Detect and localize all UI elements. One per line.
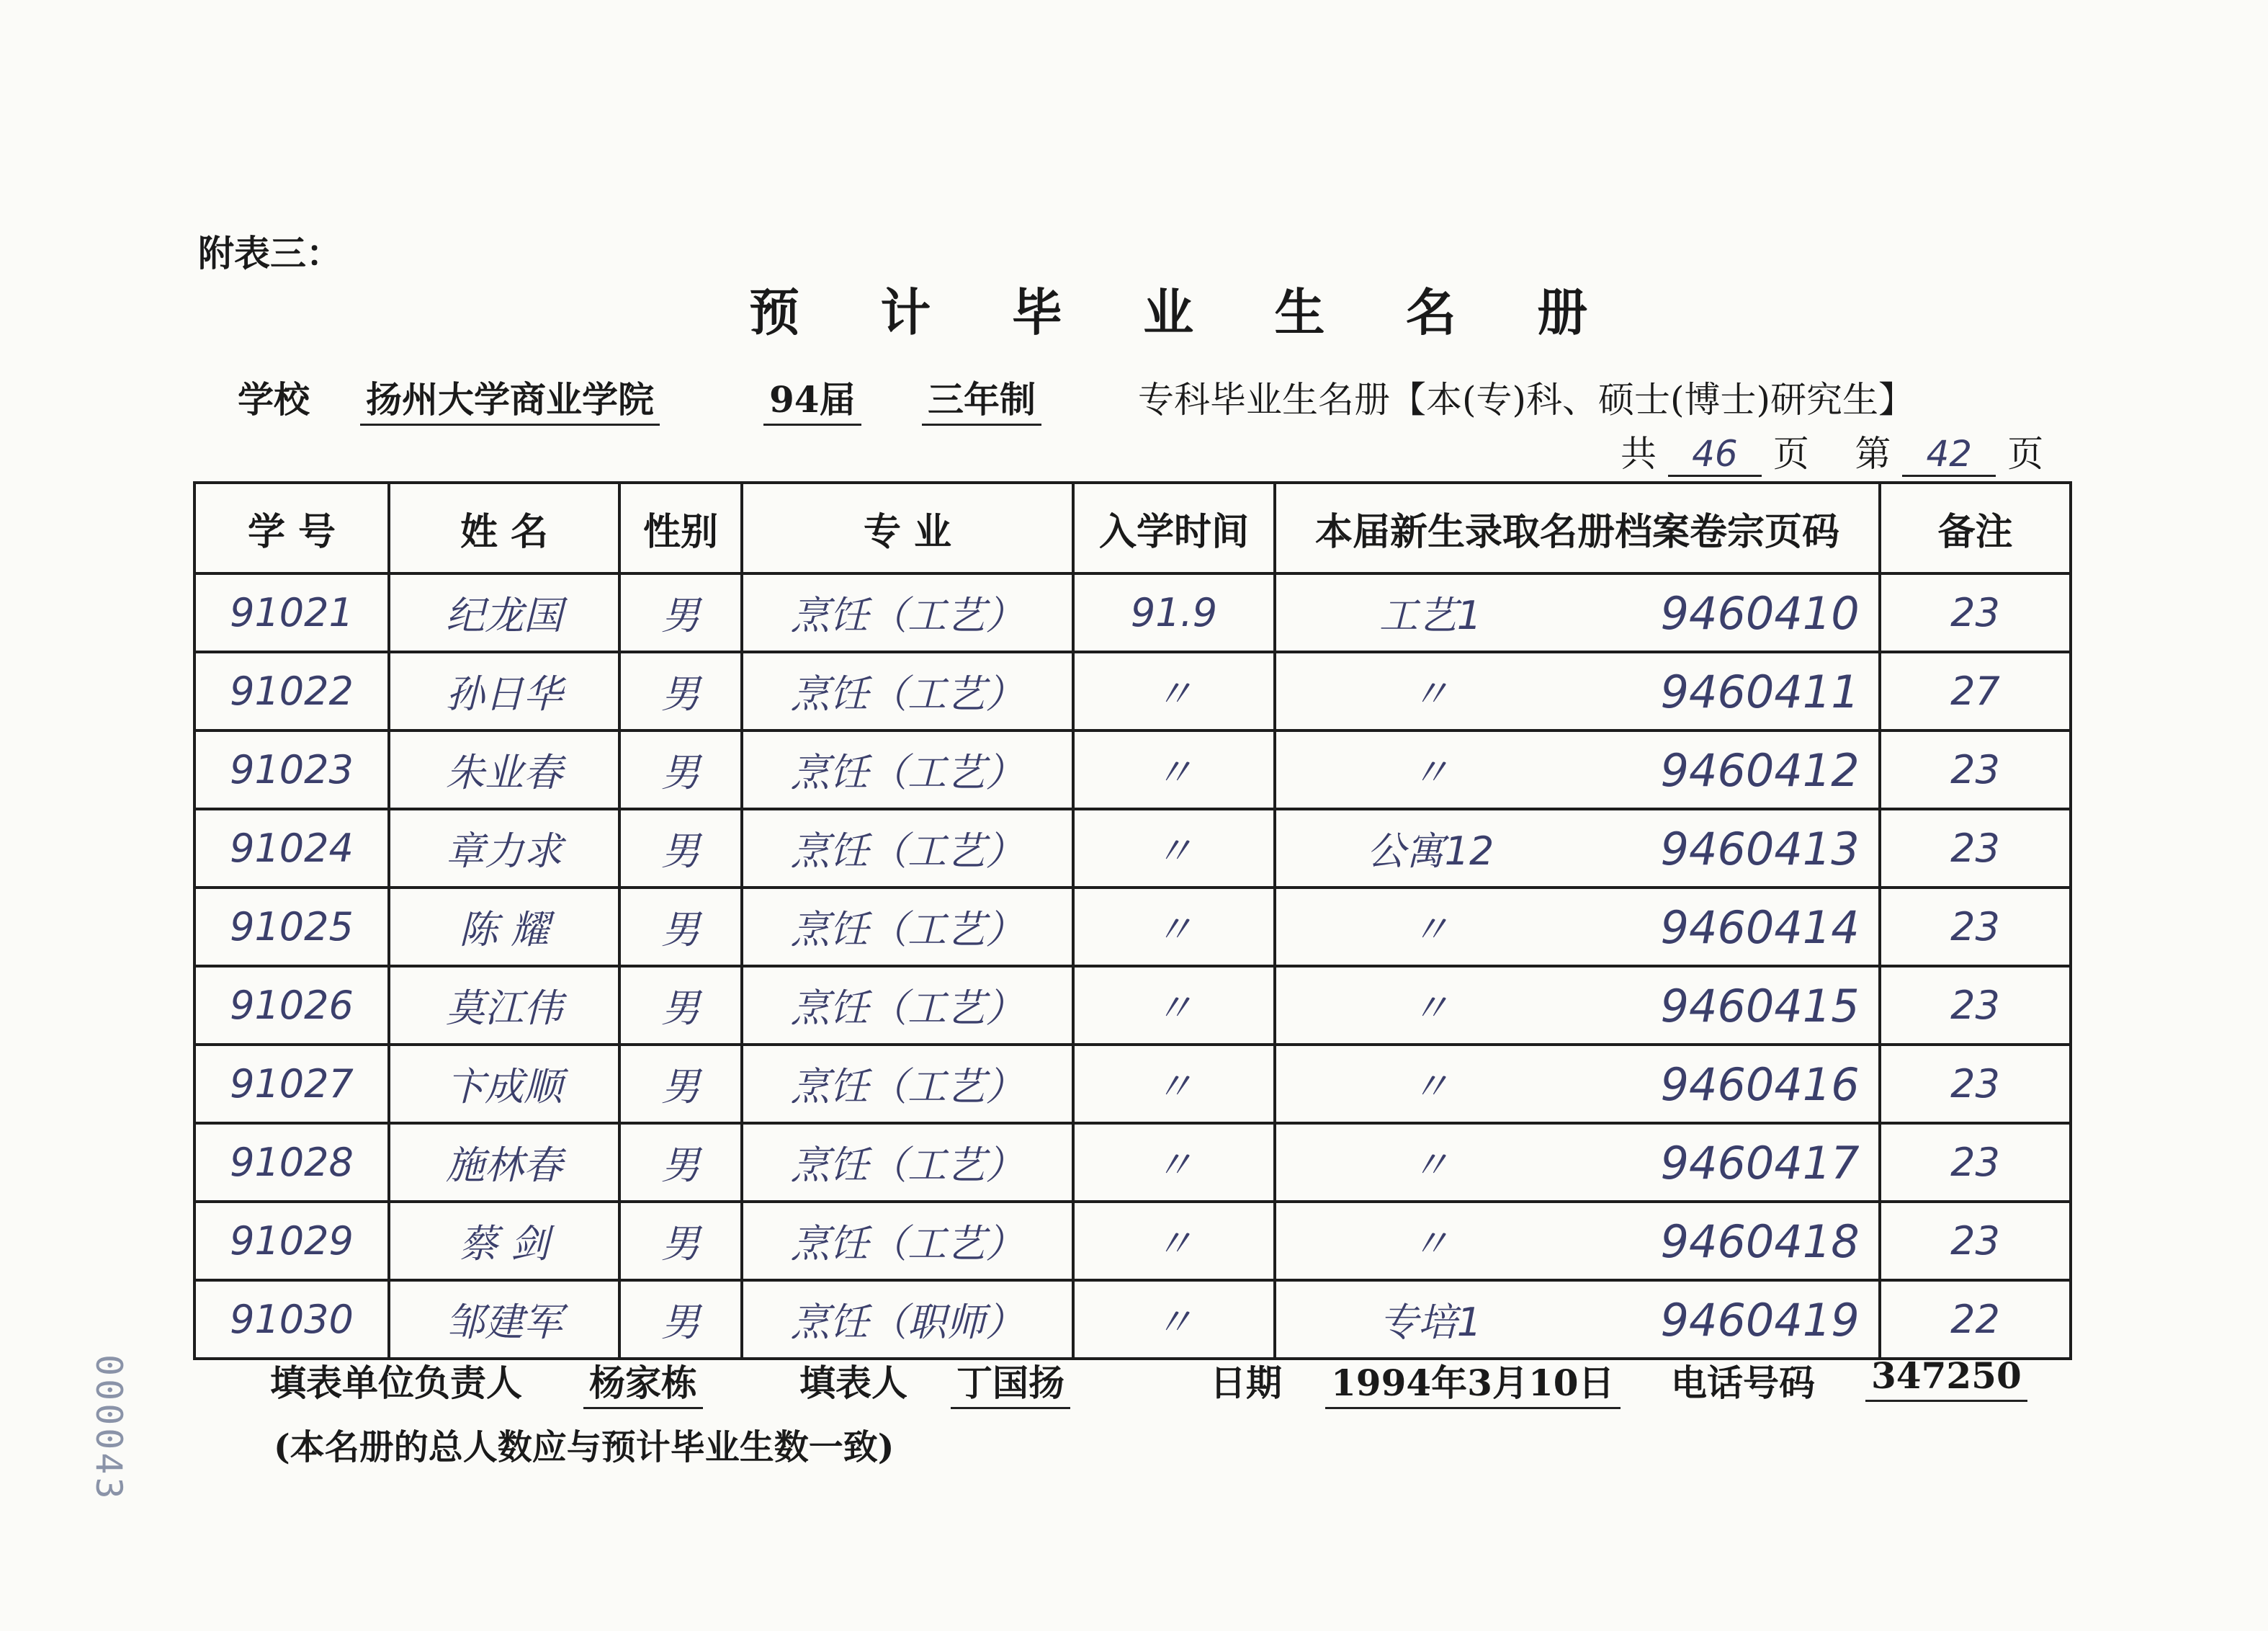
cell-remark: 23 — [1880, 730, 2071, 809]
cell-remark: 23 — [1880, 888, 2071, 966]
cell-remark: 23 — [1880, 809, 2071, 888]
cell-name: 蔡 剑 — [389, 1202, 619, 1280]
archive-code: 9460410 — [1660, 587, 1860, 640]
col-header-name: 姓 名 — [389, 483, 619, 573]
filler-label: 填表人 — [799, 1362, 907, 1404]
cell-major: 烹饪（职师） — [742, 1280, 1073, 1359]
cell-archive — [1275, 1202, 1880, 1280]
table-row — [194, 966, 2071, 1045]
archive-code: 9460418 — [1660, 1215, 1860, 1268]
cell-major: 烹饪（工艺） — [742, 573, 1073, 652]
cell-archive — [1275, 730, 1880, 809]
cell-name: 孙日华 — [389, 652, 619, 730]
program-length — [922, 371, 1041, 423]
cell-gender: 男 — [619, 888, 742, 966]
phone-value: 347250 — [1865, 1354, 2027, 1402]
class-year — [763, 371, 861, 423]
pages-total: 46 — [1668, 433, 1762, 477]
graduate-roster-table — [193, 481, 2072, 1360]
cell-major: 烹饪（工艺） — [742, 652, 1073, 730]
unit-head — [583, 1354, 703, 1406]
table-row — [194, 1280, 2071, 1359]
archive-code: 9460419 — [1660, 1294, 1860, 1346]
cell-enroll-date: 91.9 — [1073, 573, 1275, 652]
col-header-remark: 备注 — [1880, 483, 2071, 573]
archive-note: 〃 — [1410, 986, 1450, 1031]
cell-enroll-date: 〃 — [1073, 652, 1275, 730]
cell-student-id: 91029 — [194, 1202, 389, 1280]
archive-note: 〃 — [1410, 750, 1450, 795]
cell-gender: 男 — [619, 1280, 742, 1359]
cell-enroll-date: 〃 — [1073, 1202, 1275, 1280]
table-row — [194, 573, 2071, 652]
table-row — [194, 652, 2071, 730]
unit-head-name: 杨家栋 — [583, 1362, 703, 1409]
cell-name: 章力求 — [389, 809, 619, 888]
cell-student-id: 91027 — [194, 1045, 389, 1123]
cell-major: 烹饪（工艺） — [742, 1045, 1073, 1123]
total-count-note: (本名册的总人数应与预计毕业生数一致) — [274, 1427, 895, 1467]
table-row — [194, 1045, 2071, 1123]
appendix-label: 附表三： — [198, 232, 342, 274]
archive-code: 9460417 — [1660, 1137, 1860, 1189]
cell-archive — [1275, 1123, 1880, 1202]
school-name-text: 扬州大学商业学院 — [360, 378, 660, 426]
cell-name: 卞成顺 — [389, 1045, 619, 1123]
cell-enroll-date: 〃 — [1073, 966, 1275, 1045]
table-row — [194, 809, 2071, 888]
cell-student-id: 91022 — [194, 652, 389, 730]
archive-note: 公寓12 — [1366, 828, 1494, 874]
cell-name: 施林春 — [389, 1123, 619, 1202]
date — [1325, 1354, 1621, 1406]
class-year-text: 94届 — [763, 378, 861, 426]
cell-major: 烹饪（工艺） — [742, 1202, 1073, 1280]
cell-remark: 23 — [1880, 1123, 2071, 1202]
archive-note: 工艺1 — [1379, 593, 1482, 638]
cell-remark: 22 — [1880, 1280, 2071, 1359]
table-row — [194, 888, 2071, 966]
archive-note: 〃 — [1410, 671, 1450, 717]
page-no: 42 — [1902, 433, 1996, 477]
cell-major: 烹饪（工艺） — [742, 809, 1073, 888]
cell-name: 纪龙国 — [389, 573, 619, 652]
col-header-student-id: 学 号 — [194, 483, 389, 573]
page-unit-2: 页 — [2007, 433, 2044, 475]
archive-note: 〃 — [1410, 1143, 1450, 1188]
cell-gender: 男 — [619, 966, 742, 1045]
archive-code: 9460414 — [1660, 901, 1860, 954]
cell-name: 陈 耀 — [389, 888, 619, 966]
cell-archive — [1275, 573, 1880, 652]
cell-gender: 男 — [619, 573, 742, 652]
cell-major: 烹饪（工艺） — [742, 888, 1073, 966]
cell-student-id: 91024 — [194, 809, 389, 888]
cell-student-id: 91021 — [194, 573, 389, 652]
program-length-text: 三年制 — [922, 378, 1041, 426]
archive-note: 专培1 — [1379, 1300, 1482, 1345]
cell-student-id: 91030 — [194, 1280, 389, 1359]
cell-enroll-date: 〃 — [1073, 1045, 1275, 1123]
cell-student-id: 91028 — [194, 1123, 389, 1202]
cell-remark: 23 — [1880, 573, 2071, 652]
date-value: 1994年3月10日 — [1325, 1362, 1621, 1409]
archive-stamp: 000043 — [88, 1354, 130, 1502]
cell-remark: 23 — [1880, 966, 2071, 1045]
page-unit-1: 页 — [1772, 433, 1809, 475]
cell-remark: 27 — [1880, 652, 2071, 730]
archive-code: 9460415 — [1660, 980, 1860, 1032]
roster-type: 专科毕业生名册【本(专)科、硕士(博士)研究生】 — [1138, 379, 1915, 421]
date-label: 日期 — [1210, 1362, 1282, 1404]
page-no-label: 第 — [1855, 433, 1891, 475]
cell-student-id: 91025 — [194, 888, 389, 966]
cell-archive — [1275, 1280, 1880, 1359]
table-row — [194, 1123, 2071, 1202]
cell-remark: 23 — [1880, 1202, 2071, 1280]
pages-total-label: 共 — [1621, 433, 1657, 475]
page-count — [1621, 425, 2043, 477]
cell-enroll-date: 〃 — [1073, 1280, 1275, 1359]
archive-note: 〃 — [1410, 1221, 1450, 1266]
school-name — [360, 371, 660, 423]
cell-gender: 男 — [619, 1202, 742, 1280]
school-label: 学校 — [238, 378, 310, 421]
table-row — [194, 730, 2071, 809]
cell-major: 烹饪（工艺） — [742, 1123, 1073, 1202]
cell-major: 烹饪（工艺） — [742, 966, 1073, 1045]
cell-gender: 男 — [619, 809, 742, 888]
cell-enroll-date: 〃 — [1073, 730, 1275, 809]
page-title: 预 计 毕 业 生 名 册 — [749, 282, 1620, 342]
phone — [1865, 1354, 2027, 1397]
cell-gender: 男 — [619, 1123, 742, 1202]
cell-archive — [1275, 652, 1880, 730]
col-header-gender: 性别 — [619, 483, 742, 573]
cell-name: 莫江伟 — [389, 966, 619, 1045]
archive-note: 〃 — [1410, 1064, 1450, 1109]
unit-head-label: 填表单位负责人 — [270, 1362, 522, 1404]
cell-archive — [1275, 888, 1880, 966]
cell-archive — [1275, 809, 1880, 888]
cell-name: 朱业春 — [389, 730, 619, 809]
col-header-archive-page: 本届新生录取名册档案卷宗页码 — [1275, 483, 1880, 573]
cell-archive — [1275, 1045, 1880, 1123]
phone-label: 电话号码 — [1671, 1362, 1815, 1404]
cell-enroll-date: 〃 — [1073, 888, 1275, 966]
archive-code: 9460413 — [1660, 823, 1860, 875]
cell-student-id: 91023 — [194, 730, 389, 809]
cell-archive — [1275, 966, 1880, 1045]
cell-student-id: 91026 — [194, 966, 389, 1045]
archive-code: 9460412 — [1660, 744, 1860, 797]
cell-remark: 23 — [1880, 1045, 2071, 1123]
cell-enroll-date: 〃 — [1073, 809, 1275, 888]
cell-name: 邹建军 — [389, 1280, 619, 1359]
cell-gender: 男 — [619, 652, 742, 730]
table-row — [194, 1202, 2071, 1280]
cell-major: 烹饪（工艺） — [742, 730, 1073, 809]
table-header-row — [194, 483, 2071, 573]
archive-code: 9460416 — [1660, 1058, 1860, 1111]
archive-note: 〃 — [1410, 907, 1450, 952]
col-header-enroll-date: 入学时间 — [1073, 483, 1275, 573]
filler-name: 丁国扬 — [951, 1362, 1070, 1409]
cell-gender: 男 — [619, 730, 742, 809]
col-header-major: 专 业 — [742, 483, 1073, 573]
cell-gender: 男 — [619, 1045, 742, 1123]
archive-code: 9460411 — [1660, 666, 1860, 718]
filler — [951, 1354, 1070, 1406]
cell-enroll-date: 〃 — [1073, 1123, 1275, 1202]
